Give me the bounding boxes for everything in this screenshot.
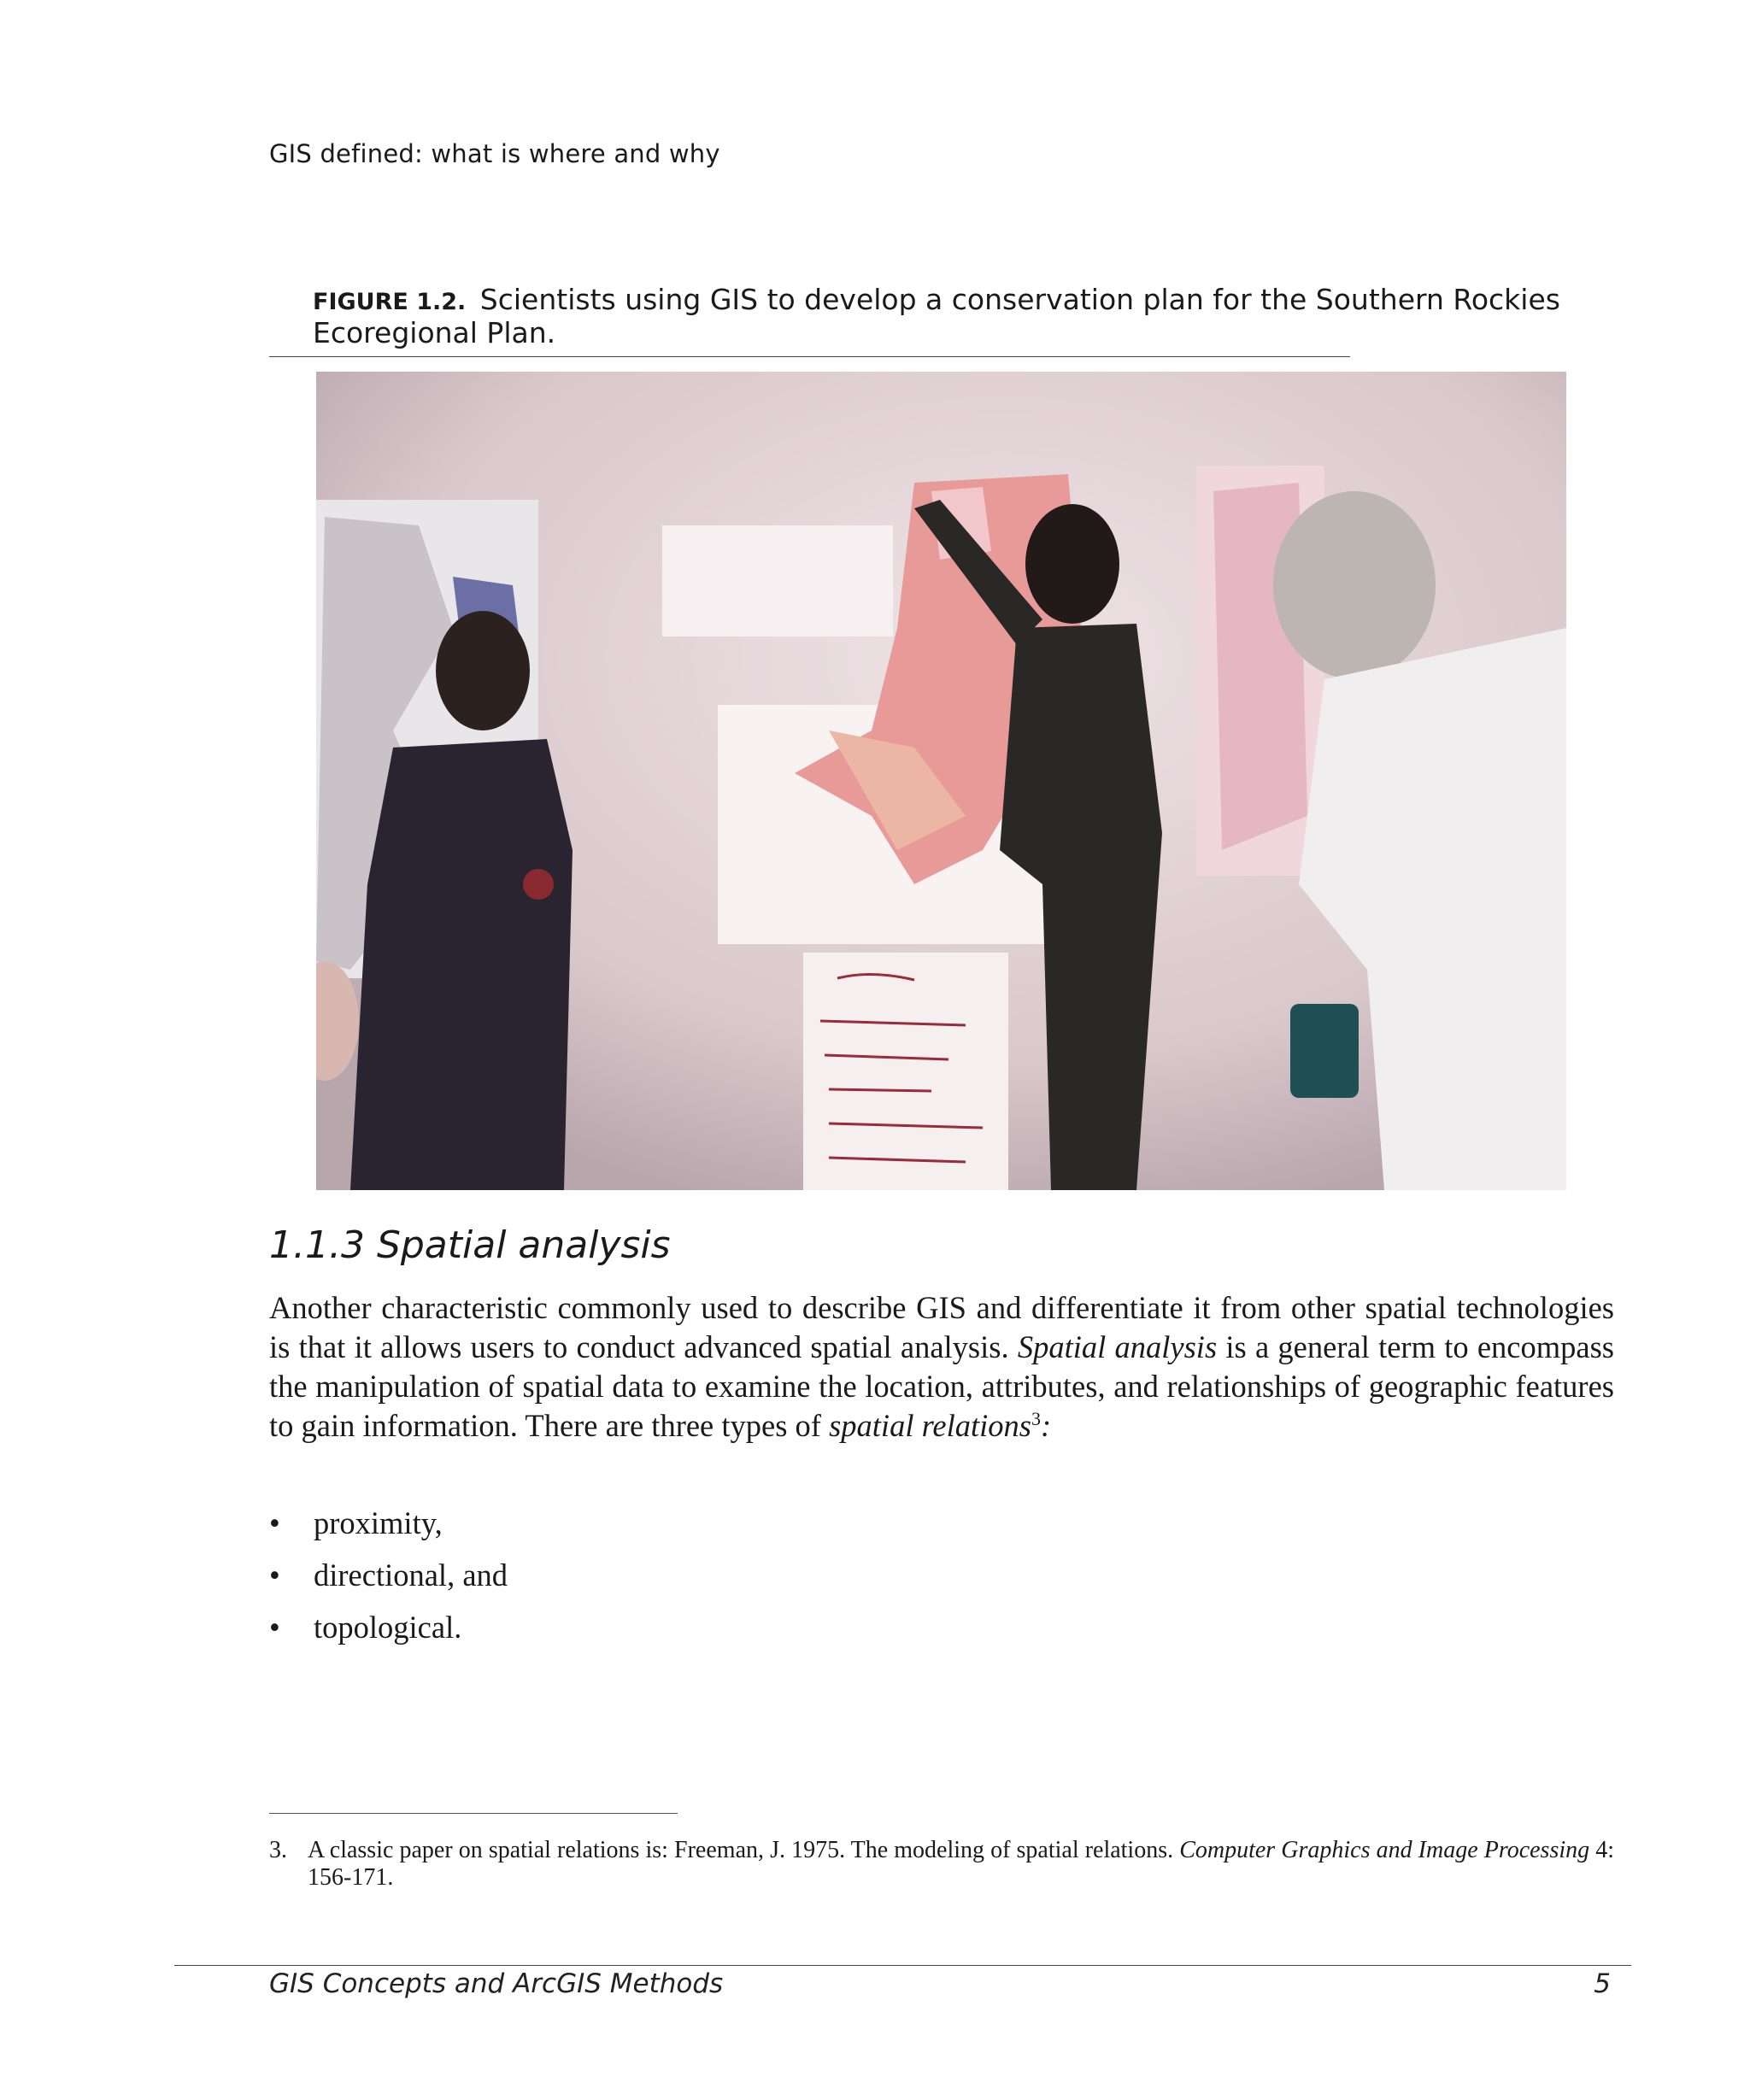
list-item-text: proximity, [314, 1505, 443, 1540]
footnote [269, 1837, 1614, 1892]
section-heading: 1.1.3 Spatial analysis [269, 1223, 671, 1267]
projected-panel [662, 525, 893, 636]
footnote-number: 3. [269, 1837, 287, 1863]
footnote-reference[interactable]: 3 [1031, 1407, 1042, 1429]
running-header: GIS defined: what is where and why [269, 139, 720, 168]
woman-body [350, 739, 573, 1190]
figure-label: FIGURE 1.2. [313, 289, 467, 315]
term-spatial-analysis: Spatial analysis [1017, 1329, 1218, 1364]
list-item [269, 1556, 508, 1608]
mug [1290, 1004, 1359, 1098]
figure-caption [313, 284, 1560, 349]
footer-book-title: GIS Concepts and ArcGIS Methods [269, 1968, 724, 1999]
body-paragraph [269, 1288, 1614, 1446]
flip-chart [803, 953, 1008, 1190]
footnote-journal: Computer Graphics and Image Processing [1179, 1837, 1590, 1863]
bullet-list [269, 1504, 508, 1660]
paragraph-colon: : [1041, 1408, 1052, 1443]
list-item [269, 1504, 508, 1556]
list-item [269, 1608, 508, 1660]
figure-photo [316, 372, 1566, 1190]
list-item-text: topological. [314, 1610, 462, 1645]
caption-divider [269, 356, 1350, 357]
paragraph-text: Another characteristic commonly used to describe GIS and differentiate it from other spatial technologies is that it allows users to conduct advanced spatial analysis. [269, 1290, 1614, 1364]
figure-caption-text: Scientists using GIS to develop a conservation plan for the Southern Rockies Ecoregional Plan. [313, 283, 1560, 349]
footer-divider [174, 1965, 1631, 1966]
footnote-divider [269, 1813, 678, 1814]
bullet-icon: • [269, 1610, 280, 1645]
man-center-head [1025, 504, 1119, 624]
term-spatial-relations: spatial relations [829, 1408, 1032, 1443]
woman-head [436, 611, 530, 730]
man-right-head [1273, 491, 1436, 679]
paragraph-text: is a general term to encompass the manipulation of spatial data to examine the location, attributes, and relationships of geographic features to gain information. There are three types of [269, 1329, 1614, 1443]
page-number: 5 [1594, 1968, 1611, 1999]
bullet-icon: • [269, 1505, 280, 1540]
footnote-text-end: 4: 156-171. [308, 1837, 1614, 1891]
footnote-text-start: A classic paper on spatial relations is: Freeman, J. 1975. The modeling of spatial relations. [308, 1837, 1180, 1863]
bullet-icon: • [269, 1557, 280, 1593]
footnote-text [308, 1837, 1614, 1892]
list-item-text: directional, and [314, 1557, 508, 1593]
